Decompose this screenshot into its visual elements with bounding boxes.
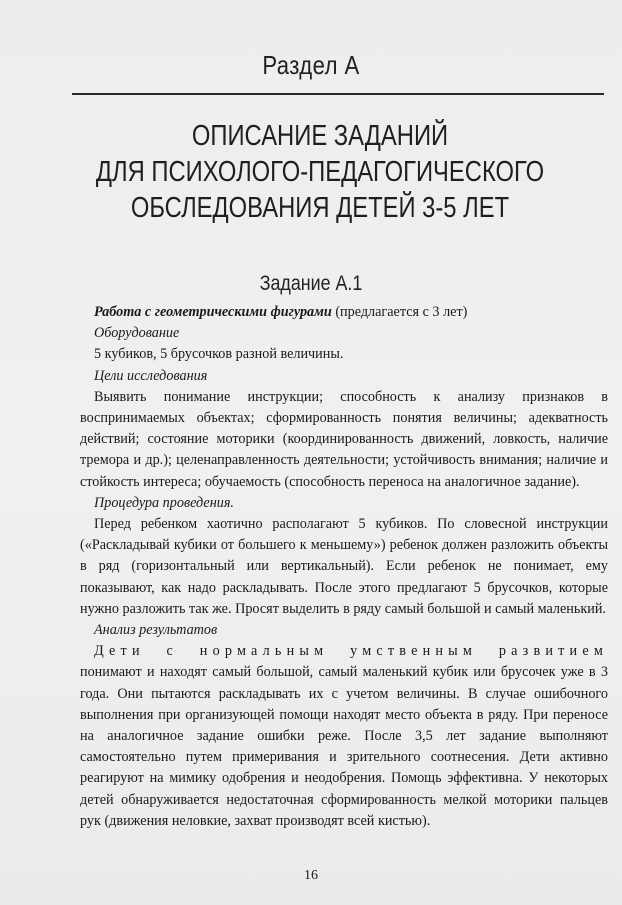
task-heading bbox=[80, 302, 608, 323]
analysis-paragraph bbox=[80, 641, 608, 832]
analysis-text: понимают и находят самый большой, самый маленький кубик или брусочек уже в 3 года. Они пытаются раскладывать их с учетом величины. В случае ошибочного выполнения при организующей помощи находят место объекта в ряду. При переносе на аналогичное задание ошибки реже. После 3,5 лет задание выполняют самостоятельно путем примеривания и зрительного соотнесения. Дети активно реагируют на мимику одобрения и неодобрения. Помощь эффективна. У некоторых детей обнаруживается недостаточная сформированность мелкой моторики пальцев рук (движения неловкие, захват производят всей кистью). bbox=[80, 664, 608, 829]
task-body bbox=[80, 302, 608, 832]
page-number: 16 bbox=[304, 868, 318, 883]
procedure-heading: Процедура проведения. bbox=[94, 494, 234, 511]
analysis-spaced-phrase: Дети с нормальным умственным развитием bbox=[94, 643, 608, 660]
task-age: (предлагается с 3 лет) bbox=[331, 304, 468, 320]
chapter-title-line: ОБСЛЕДОВАНИЯ ДЕТЕЙ 3-5 ЛЕТ bbox=[130, 192, 510, 224]
section-divider bbox=[72, 93, 604, 95]
task-title: Задание А.1 bbox=[259, 272, 363, 295]
equipment-text: 5 кубиков, 5 брусочков разной величины. bbox=[94, 346, 344, 363]
equipment-heading: Оборудование bbox=[94, 325, 180, 342]
section-label: Раздел А bbox=[262, 50, 360, 80]
goals-text: Выявить понимание инструкции; способность к анализу признаков в воспринимаемых объектах; сформированность понятия величины; адекватность действий; состояние моторики (координированность движений, ловкость, наличие тремора и др.); целенаправленность деятельности; устойчивость внимания; наличие и стойкость интереса; обучаемость (способность переноса на аналогичное задание). bbox=[80, 388, 608, 490]
task-name: Работа с геометрическими фигурами bbox=[94, 304, 332, 320]
procedure-text: Перед ребенком хаотично располагают 5 кубиков. По словесной инструкции («Раскладывай кубики от большего к меньшему») ребенок должен разложить объекты в ряд (горизонтальный или вертикальный). Если ребенок не понимает, ему показывают, как надо раскладывать. После этого предлагают 5 брусочков, которые нужно разложить так же. Просят выделить в ряду самый большой и самый маленький. bbox=[80, 516, 608, 617]
chapter-title-line: ОПИСАНИЕ ЗАДАНИЙ bbox=[191, 120, 449, 152]
goals-heading: Цели исследования bbox=[94, 367, 208, 384]
chapter-title bbox=[90, 118, 549, 226]
chapter-title-line: ДЛЯ ПСИХОЛОГО-ПЕДАГОГИЧЕСКОГО bbox=[95, 156, 545, 188]
analysis-heading: Анализ результатов bbox=[94, 622, 218, 639]
